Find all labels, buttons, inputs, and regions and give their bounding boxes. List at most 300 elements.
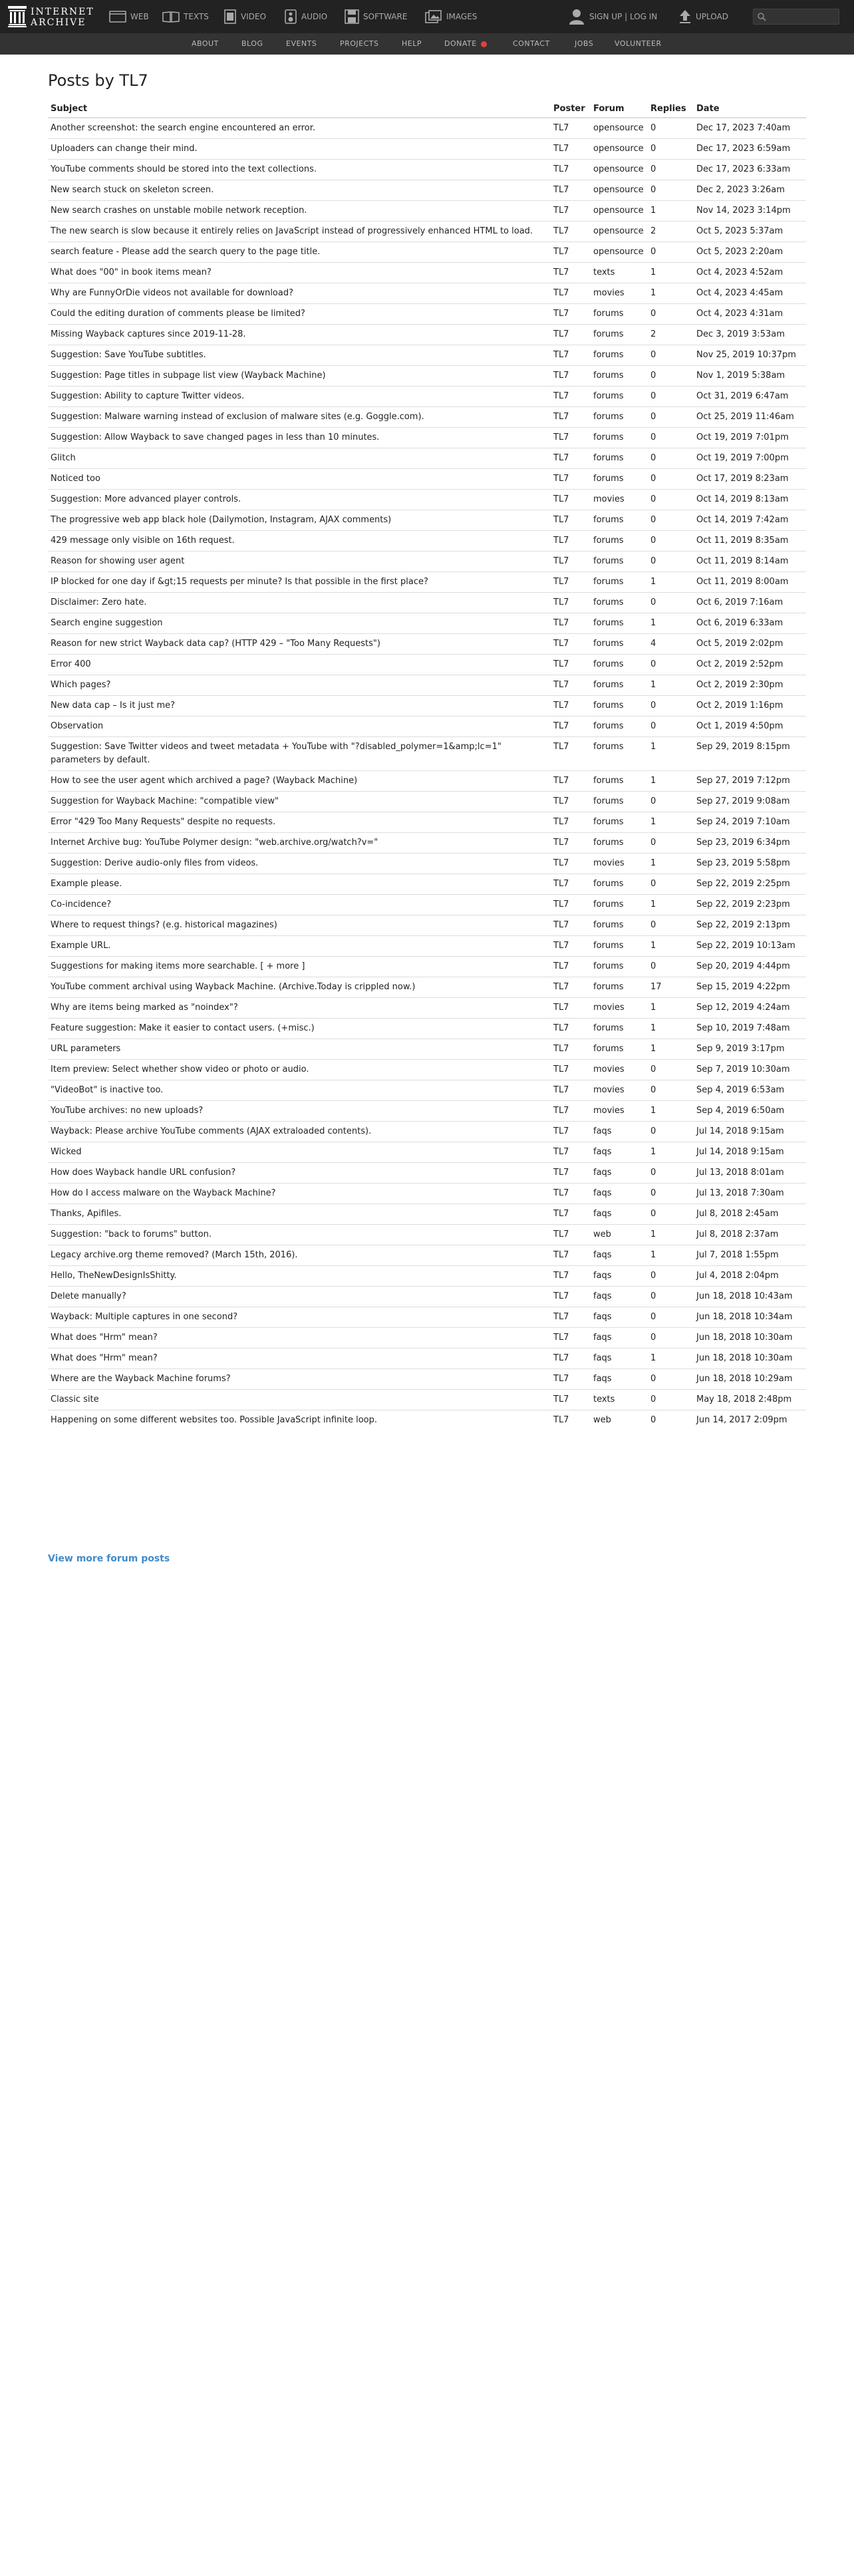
subnav-help[interactable]: HELP: [402, 39, 422, 48]
post-subject-link[interactable]: What does "Hrm" mean?: [48, 1328, 551, 1349]
post-forum-link[interactable]: forums: [591, 895, 648, 915]
header-replies: Replies: [648, 100, 694, 118]
post-replies-count: 17: [648, 977, 694, 998]
post-poster-link[interactable]: TL7: [551, 552, 591, 572]
post-date: Dec 17, 2023 7:40am: [696, 123, 791, 133]
post-poster-link[interactable]: TL7: [551, 1245, 591, 1266]
post-forum-link[interactable]: forums: [591, 771, 648, 792]
post-date: Sep 23, 2019 6:34pm: [694, 833, 806, 854]
post-poster-link[interactable]: TL7: [551, 1328, 591, 1349]
post-forum-link[interactable]: forums: [591, 696, 648, 717]
post-poster-link[interactable]: TL7: [551, 655, 591, 675]
posts-table: [48, 100, 806, 1430]
post-poster-link[interactable]: TL7: [551, 1390, 591, 1410]
post-date: Oct 2, 2019 2:52pm: [694, 655, 806, 675]
post-forum-link[interactable]: movies: [591, 1080, 648, 1101]
post-poster-link[interactable]: TL7: [551, 1122, 591, 1142]
post-subject-link[interactable]: New search crashes on unstable mobile network reception.: [48, 201, 551, 222]
post-replies-count: 1: [648, 1101, 694, 1122]
post-forum-link[interactable]: opensource: [591, 222, 648, 242]
post-poster-link[interactable]: TL7: [551, 1225, 591, 1245]
post-subject-link[interactable]: Thanks, Apifiles.: [48, 1204, 551, 1225]
post-forum-link[interactable]: faqs: [591, 1287, 648, 1307]
post-forum-link[interactable]: forums: [591, 792, 648, 812]
nav-images[interactable]: [425, 8, 477, 25]
upload-label: UPLOAD: [696, 12, 728, 21]
table-row: [48, 1328, 806, 1349]
post-poster-link[interactable]: TL7: [551, 242, 591, 263]
post-poster-link[interactable]: TL7: [551, 531, 591, 552]
post-date: Jul 8, 2018 2:37am: [694, 1225, 806, 1245]
post-forum-link[interactable]: faqs: [591, 1349, 648, 1369]
post-forum-link[interactable]: forums: [591, 552, 648, 572]
post-poster-link[interactable]: TL7: [551, 915, 591, 936]
table-row: [48, 998, 806, 1019]
post-replies-count: 0: [648, 1204, 694, 1225]
subnav-contact[interactable]: CONTACT: [513, 39, 550, 48]
post-date: Oct 31, 2019 6:47am: [694, 387, 806, 407]
post-subject-link[interactable]: Reason for new strict Wayback data cap? (HTTP 429 – "Too Many Requests"): [48, 634, 551, 655]
post-subject-link[interactable]: Co-incidence?: [48, 895, 551, 915]
post-forum-link[interactable]: faqs: [591, 1142, 648, 1163]
post-date: Oct 14, 2019 7:42am: [694, 510, 806, 531]
post-poster-link[interactable]: TL7: [551, 1204, 591, 1225]
post-date: Jul 7, 2018 1:55pm: [694, 1245, 806, 1266]
post-poster-link[interactable]: TL7: [551, 1060, 591, 1080]
table-row: [48, 1390, 806, 1410]
post-poster-link[interactable]: TL7: [551, 696, 591, 717]
header-subject: Subject: [48, 100, 551, 118]
table-row: [48, 387, 806, 407]
post-forum-link[interactable]: forums: [591, 387, 648, 407]
post-subject-link[interactable]: Delete manually?: [48, 1287, 551, 1307]
subnav-jobs[interactable]: JOBS: [575, 39, 594, 48]
post-poster-link[interactable]: TL7: [551, 936, 591, 957]
post-poster-link[interactable]: TL7: [551, 180, 591, 201]
post-forum-link[interactable]: faqs: [591, 1307, 648, 1328]
table-row: [48, 1122, 806, 1142]
post-forum-link[interactable]: forums: [591, 366, 648, 387]
post-subject-link[interactable]: Suggestion: More advanced player controls.: [48, 490, 551, 510]
post-forum-link[interactable]: opensource: [591, 201, 648, 222]
post-date: Oct 2, 2019 1:16pm: [694, 696, 806, 717]
post-forum-link[interactable]: opensource: [591, 139, 648, 160]
post-poster-link[interactable]: TL7: [551, 613, 591, 634]
post-replies-count: 0: [648, 1328, 694, 1349]
post-replies-count: 0: [648, 510, 694, 531]
post-subject-link[interactable]: URL parameters: [48, 1039, 551, 1060]
post-replies-count: 0: [648, 490, 694, 510]
post-subject-link[interactable]: Hello, TheNewDesignIsShitty.: [48, 1266, 551, 1287]
post-subject-link[interactable]: Classic site: [48, 1390, 551, 1410]
table-row: [48, 428, 806, 448]
post-forum-link[interactable]: opensource: [591, 160, 648, 180]
post-subject-link[interactable]: Example URL.: [48, 936, 551, 957]
post-forum-link[interactable]: forums: [591, 572, 648, 593]
post-forum-link[interactable]: forums: [591, 304, 648, 325]
post-subject-link[interactable]: New search stuck on skeleton screen.: [48, 180, 551, 201]
table-row: [48, 366, 806, 387]
post-forum-link[interactable]: forums: [591, 531, 648, 552]
post-replies-count: 0: [648, 792, 694, 812]
table-row: [48, 490, 806, 510]
search-icon[interactable]: [758, 13, 766, 21]
post-forum-link[interactable]: movies: [591, 490, 648, 510]
post-date: Jun 18, 2018 10:29am: [694, 1369, 806, 1390]
post-date: Oct 2, 2019 2:30pm: [694, 675, 806, 696]
post-poster-link[interactable]: TL7: [551, 1101, 591, 1122]
post-subject-link[interactable]: What does "00" in book items mean?: [48, 263, 551, 283]
post-subject-link[interactable]: Suggestion: Save Twitter videos and tweet metadata + YouTube with "?disabled_polymer=1&amp;lc=1" parameters by default.: [48, 737, 551, 771]
post-forum-link[interactable]: faqs: [591, 1245, 648, 1266]
post-poster-link[interactable]: TL7: [551, 854, 591, 874]
post-date: Sep 20, 2019 4:44pm: [694, 957, 806, 977]
post-forum-link[interactable]: opensource: [593, 123, 644, 133]
post-date: Jul 14, 2018 9:15am: [694, 1142, 806, 1163]
secondary-navigation-bar: [0, 33, 854, 55]
post-forum-link[interactable]: forums: [591, 977, 648, 998]
post-poster-link[interactable]: TL7: [551, 201, 591, 222]
post-date: Sep 12, 2019 4:24am: [694, 998, 806, 1019]
post-subject-link[interactable]: Example please.: [48, 874, 551, 895]
post-poster-link[interactable]: TL7: [551, 510, 591, 531]
table-row: [48, 1163, 806, 1184]
sign-up-log-in-link[interactable]: [569, 8, 657, 25]
view-more-forum-posts-link[interactable]: View more forum posts: [48, 1553, 170, 1564]
post-forum-link[interactable]: forums: [591, 407, 648, 428]
post-forum-link[interactable]: forums: [591, 717, 648, 737]
post-poster-link[interactable]: TL7: [551, 1349, 591, 1369]
post-poster-link[interactable]: TL7: [551, 833, 591, 854]
post-poster-link[interactable]: TL7: [551, 717, 591, 737]
post-replies-count: 0: [648, 833, 694, 854]
post-poster-link[interactable]: TL7: [551, 977, 591, 998]
post-forum-link[interactable]: forums: [591, 915, 648, 936]
post-subject-link[interactable]: Suggestion: Page titles in subpage list view (Wayback Machine): [48, 366, 551, 387]
post-date: Sep 22, 2019 2:25pm: [694, 874, 806, 895]
post-subject-link[interactable]: Another screenshot: the search engine encountered an error.: [51, 123, 316, 133]
post-subject-link[interactable]: How do I access malware on the Wayback Machine?: [48, 1184, 551, 1204]
post-poster-link[interactable]: TL7: [551, 366, 591, 387]
nav-video[interactable]: [223, 8, 266, 25]
post-forum-link[interactable]: texts: [591, 1390, 648, 1410]
post-subject-link[interactable]: Error 400: [48, 655, 551, 675]
post-subject-link[interactable]: Suggestion: Derive audio-only files from videos.: [48, 854, 551, 874]
table-row: [48, 792, 806, 812]
post-subject-link[interactable]: YouTube comments should be stored into the text collections.: [48, 160, 551, 180]
table-header-row: [48, 100, 806, 118]
subnav-events[interactable]: EVENTS: [286, 39, 317, 48]
post-subject-link[interactable]: Suggestion: Ability to capture Twitter videos.: [48, 387, 551, 407]
post-subject-link[interactable]: Suggestion: "back to forums" button.: [48, 1225, 551, 1245]
post-date: Jul 14, 2018 9:15am: [694, 1122, 806, 1142]
post-forum-link[interactable]: opensource: [591, 180, 648, 201]
post-poster-link[interactable]: TL7: [551, 407, 591, 428]
post-replies-count: 0: [648, 655, 694, 675]
post-forum-link[interactable]: forums: [591, 957, 648, 977]
post-forum-link[interactable]: movies: [591, 998, 648, 1019]
post-poster-link[interactable]: TL7: [551, 325, 591, 345]
table-row: [48, 634, 806, 655]
post-forum-link[interactable]: faqs: [591, 1163, 648, 1184]
post-forum-link[interactable]: forums: [591, 428, 648, 448]
post-poster-link[interactable]: TL7: [551, 737, 591, 771]
post-forum-link[interactable]: faqs: [591, 1204, 648, 1225]
post-poster-link[interactable]: TL7: [551, 771, 591, 792]
subnav-donate[interactable]: [444, 39, 487, 48]
post-poster-link[interactable]: TL7: [551, 1080, 591, 1101]
post-forum-link[interactable]: opensource: [591, 242, 648, 263]
post-subject-link[interactable]: Suggestion for Wayback Machine: "compatible view": [48, 792, 551, 812]
post-poster-link[interactable]: TL7: [551, 387, 591, 407]
post-forum-link[interactable]: forums: [591, 325, 648, 345]
post-subject-link[interactable]: Suggestion: Allow Wayback to save changed pages in less than 10 minutes.: [48, 428, 551, 448]
post-forum-link[interactable]: forums: [591, 833, 648, 854]
post-date: Oct 5, 2019 2:02pm: [694, 634, 806, 655]
header-poster: Poster: [551, 100, 591, 118]
book-icon: [162, 11, 180, 23]
post-subject-link[interactable]: YouTube archives: no new uploads?: [48, 1101, 551, 1122]
subnav-blog[interactable]: BLOG: [241, 39, 263, 48]
post-replies-count: 0: [648, 1390, 694, 1410]
post-poster-link[interactable]: TL7: [551, 812, 591, 833]
post-subject-link[interactable]: Glitch: [48, 448, 551, 469]
table-row: [48, 1184, 806, 1204]
post-poster-link[interactable]: TL7: [551, 1163, 591, 1184]
post-forum-link[interactable]: forums: [591, 874, 648, 895]
post-date: Jul 4, 2018 2:04pm: [694, 1266, 806, 1287]
post-subject-link[interactable]: New data cap – Is it just me?: [48, 696, 551, 717]
post-forum-link[interactable]: movies: [591, 1101, 648, 1122]
post-subject-link[interactable]: Wicked: [48, 1142, 551, 1163]
post-subject-link[interactable]: Suggestion: Malware warning instead of exclusion of malware sites (e.g. Goggle.com).: [48, 407, 551, 428]
post-poster-link[interactable]: TL7: [551, 874, 591, 895]
post-subject-link[interactable]: Reason for showing user agent: [48, 552, 551, 572]
subnav-projects[interactable]: PROJECTS: [340, 39, 379, 48]
post-subject-link[interactable]: Suggestions for making items more searchable. [ + more ]: [48, 957, 551, 977]
post-poster-link[interactable]: TL7: [551, 1287, 591, 1307]
table-row: [48, 180, 806, 201]
post-poster-link[interactable]: TL7: [551, 792, 591, 812]
heart-icon: [481, 41, 487, 47]
post-subject-link[interactable]: Wayback: Please archive YouTube comments (AJAX extraloaded contents).: [48, 1122, 551, 1142]
post-replies-count: 1: [648, 572, 694, 593]
post-poster-link[interactable]: TL7: [551, 139, 591, 160]
post-poster-link[interactable]: TL7: [551, 283, 591, 304]
post-subject-link[interactable]: Where are the Wayback Machine forums?: [48, 1369, 551, 1390]
post-poster-link[interactable]: TL7: [551, 448, 591, 469]
table-row: [48, 936, 806, 957]
post-poster-link[interactable]: TL7: [551, 1369, 591, 1390]
post-poster-link[interactable]: TL7: [553, 123, 569, 133]
post-date: Sep 22, 2019 2:13pm: [694, 915, 806, 936]
post-forum-link[interactable]: forums: [591, 1019, 648, 1039]
post-forum-link[interactable]: movies: [591, 854, 648, 874]
table-row: [48, 242, 806, 263]
post-replies-count: 0: [648, 1080, 694, 1101]
table-row: [48, 833, 806, 854]
post-subject-link[interactable]: Could the editing duration of comments please be limited?: [48, 304, 551, 325]
post-poster-link[interactable]: TL7: [551, 895, 591, 915]
table-row: [48, 1287, 806, 1307]
post-subject-link[interactable]: Uploaders can change their mind.: [48, 139, 551, 160]
post-poster-link[interactable]: TL7: [551, 1184, 591, 1204]
post-subject-link[interactable]: Error "429 Too Many Requests" despite no requests.: [48, 812, 551, 833]
post-subject-link[interactable]: Happening on some different websites too. Possible JavaScript infinite loop.: [48, 1410, 551, 1431]
post-subject-link[interactable]: Wayback: Multiple captures in one second?: [48, 1307, 551, 1328]
post-subject-link[interactable]: Internet Archive bug: YouTube Polymer design: "web.archive.org/watch?v=": [48, 833, 551, 854]
nav-texts[interactable]: [162, 8, 209, 25]
post-forum-link[interactable]: forums: [591, 345, 648, 366]
post-forum-link[interactable]: forums: [591, 936, 648, 957]
post-poster-link[interactable]: TL7: [551, 1019, 591, 1039]
post-replies-count: 0: [648, 552, 694, 572]
post-replies-count: 1: [648, 283, 694, 304]
post-date: Oct 19, 2019 7:00pm: [694, 448, 806, 469]
post-forum-link[interactable]: forums: [591, 1039, 648, 1060]
post-poster-link[interactable]: TL7: [551, 304, 591, 325]
post-poster-link[interactable]: TL7: [551, 998, 591, 1019]
post-subject-link[interactable]: Noticed too: [48, 469, 551, 490]
post-forum-link[interactable]: faqs: [591, 1122, 648, 1142]
post-subject-link[interactable]: Why are FunnyOrDie videos not available for download?: [48, 283, 551, 304]
post-subject-link[interactable]: "VideoBot" is inactive too.: [48, 1080, 551, 1101]
post-forum-link[interactable]: forums: [591, 469, 648, 490]
post-subject-link[interactable]: YouTube comment archival using Wayback Machine. (Archive.Today is crippled now.): [48, 977, 551, 998]
subnav-about[interactable]: ABOUT: [192, 39, 219, 48]
post-forum-link[interactable]: faqs: [591, 1328, 648, 1349]
post-replies-count: 1: [648, 1039, 694, 1060]
post-date: Oct 11, 2019 8:14am: [694, 552, 806, 572]
post-subject-link[interactable]: Suggestion: Save YouTube subtitles.: [48, 345, 551, 366]
post-poster-link[interactable]: TL7: [551, 593, 591, 613]
internet-archive-logo[interactable]: [8, 5, 101, 29]
post-poster-link[interactable]: TL7: [551, 957, 591, 977]
post-subject-link[interactable]: Where to request things? (e.g. historical magazines): [48, 915, 551, 936]
post-poster-link[interactable]: TL7: [551, 1410, 591, 1431]
header-forum: Forum: [591, 100, 648, 118]
post-replies-count: 0: [648, 139, 694, 160]
post-forum-link[interactable]: texts: [591, 263, 648, 283]
post-forum-link[interactable]: forums: [591, 613, 648, 634]
post-poster-link[interactable]: TL7: [551, 222, 591, 242]
nav-software[interactable]: [345, 8, 407, 25]
post-forum-link[interactable]: movies: [591, 1060, 648, 1080]
post-forum-link[interactable]: movies: [591, 283, 648, 304]
post-forum-link[interactable]: web: [591, 1410, 648, 1431]
post-subject-link[interactable]: How to see the user agent which archived a page? (Wayback Machine): [48, 771, 551, 792]
post-forum-link[interactable]: forums: [591, 655, 648, 675]
table-row: [48, 1307, 806, 1328]
table-row: [48, 201, 806, 222]
post-subject-link[interactable]: Why are items being marked as "noindex"?: [48, 998, 551, 1019]
post-poster-link[interactable]: TL7: [551, 160, 591, 180]
post-subject-link[interactable]: Disclaimer: Zero hate.: [48, 593, 551, 613]
post-forum-link[interactable]: forums: [591, 737, 648, 771]
table-row: [48, 717, 806, 737]
post-date: Sep 29, 2019 8:15pm: [694, 737, 806, 771]
post-poster-link[interactable]: TL7: [551, 469, 591, 490]
post-forum-link[interactable]: forums: [591, 510, 648, 531]
post-subject-link[interactable]: Missing Wayback captures since 2019-11-28.: [48, 325, 551, 345]
post-poster-link[interactable]: TL7: [551, 675, 591, 696]
nav-web[interactable]: [109, 8, 149, 25]
table-row: [48, 977, 806, 998]
post-date: Nov 25, 2019 10:37pm: [694, 345, 806, 366]
post-subject-link[interactable]: Legacy archive.org theme removed? (March 15th, 2016).: [48, 1245, 551, 1266]
nav-audio[interactable]: [284, 8, 327, 25]
post-poster-link[interactable]: TL7: [551, 1307, 591, 1328]
post-subject-link[interactable]: Observation: [48, 717, 551, 737]
post-subject-link[interactable]: Feature suggestion: Make it easier to contact users. (+misc.): [48, 1019, 551, 1039]
post-date: Jul 8, 2018 2:45am: [694, 1204, 806, 1225]
post-poster-link[interactable]: TL7: [551, 1142, 591, 1163]
post-poster-link[interactable]: TL7: [551, 1039, 591, 1060]
post-poster-link[interactable]: TL7: [551, 1266, 591, 1287]
post-subject-link[interactable]: What does "Hrm" mean?: [48, 1349, 551, 1369]
table-row: [48, 854, 806, 874]
post-replies-count: 0: [648, 304, 694, 325]
post-date: Sep 22, 2019 2:23pm: [694, 895, 806, 915]
post-poster-link[interactable]: TL7: [551, 263, 591, 283]
post-poster-link[interactable]: TL7: [551, 490, 591, 510]
post-subject-link[interactable]: Item preview: Select whether show video or photo or audio.: [48, 1060, 551, 1080]
post-poster-link[interactable]: TL7: [551, 634, 591, 655]
post-replies-count: 0: [648, 366, 694, 387]
table-row: [48, 957, 806, 977]
nav-images-label: IMAGES: [446, 12, 478, 21]
post-date: Sep 15, 2019 4:22pm: [694, 977, 806, 998]
post-subject-link[interactable]: The progressive web app black hole (Dailymotion, Instagram, AJAX comments): [48, 510, 551, 531]
user-icon: [569, 9, 584, 25]
post-date: Dec 17, 2023 6:33am: [694, 160, 806, 180]
post-forum-link[interactable]: faqs: [591, 1184, 648, 1204]
post-subject-link[interactable]: search feature - Please add the search query to the page title.: [48, 242, 551, 263]
post-forum-link[interactable]: forums: [591, 675, 648, 696]
post-date: Oct 14, 2019 8:13am: [694, 490, 806, 510]
post-replies-count: 0: [648, 717, 694, 737]
post-subject-link[interactable]: Which pages?: [48, 675, 551, 696]
post-forum-link[interactable]: forums: [591, 634, 648, 655]
post-replies-count: 0: [648, 242, 694, 263]
post-subject-link[interactable]: IP blocked for one day if &gt;15 requests per minute? Is that possible in the first place?: [48, 572, 551, 593]
post-forum-link[interactable]: faqs: [591, 1266, 648, 1287]
table-row: [48, 283, 806, 304]
table-row: [48, 1142, 806, 1163]
post-forum-link[interactable]: web: [591, 1225, 648, 1245]
post-forum-link[interactable]: forums: [591, 812, 648, 833]
post-date: Sep 7, 2019 10:30am: [694, 1060, 806, 1080]
post-replies-count: 1: [648, 1019, 694, 1039]
page-title: Posts by TL7: [48, 71, 148, 90]
table-row: [48, 1410, 806, 1431]
post-forum-link[interactable]: faqs: [591, 1369, 648, 1390]
post-replies-count: 0: [648, 407, 694, 428]
post-subject-link[interactable]: 429 message only visible on 16th request.: [48, 531, 551, 552]
post-subject-link[interactable]: The new search is slow because it entirely relies on JavaScript instead of progressively enhanced HTML to load.: [48, 222, 551, 242]
post-subject-link[interactable]: Search engine suggestion: [48, 613, 551, 634]
post-subject-link[interactable]: How does Wayback handle URL confusion?: [48, 1163, 551, 1184]
post-poster-link[interactable]: TL7: [551, 428, 591, 448]
search-input[interactable]: [770, 11, 836, 23]
post-poster-link[interactable]: TL7: [551, 345, 591, 366]
upload-link[interactable]: [678, 8, 728, 25]
post-date: Oct 19, 2019 7:01pm: [694, 428, 806, 448]
subnav-volunteer[interactable]: VOLUNTEER: [615, 39, 662, 48]
post-forum-link[interactable]: forums: [591, 593, 648, 613]
post-forum-link[interactable]: forums: [591, 448, 648, 469]
post-poster-link[interactable]: TL7: [551, 572, 591, 593]
